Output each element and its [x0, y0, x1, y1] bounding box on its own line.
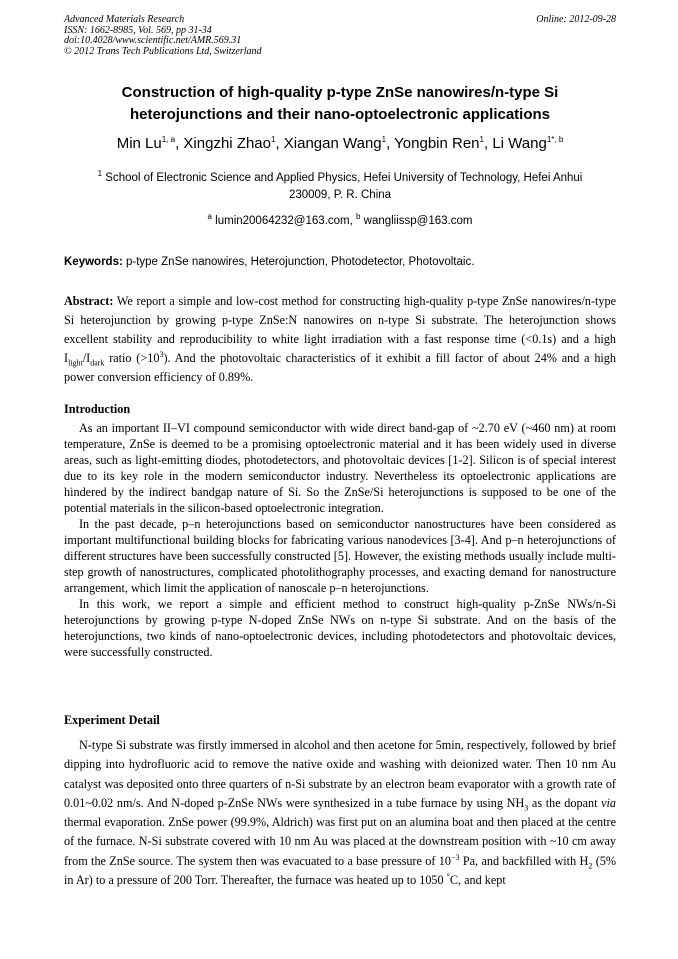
experiment-text: thermal evaporation. ZnSe power (99.9%, Aldrich) was first put on an alumina boat and then placed at the centre of the furnace. N-Si substrate covered with 10 nm Au was placed at the downstream position with ~10 cm away from the ZnSe source. The system then was evacuated to a base pressure of 10 — [64, 815, 616, 868]
author-separator: , — [386, 135, 395, 152]
author-name: Yongbin Ren — [394, 135, 480, 152]
email-marker-a: a — [207, 212, 212, 222]
experiment-text: as the dopant — [528, 795, 602, 810]
experiment-text: Pa, and backfilled with H — [459, 853, 589, 868]
abstract — [64, 292, 616, 387]
author-name: Li Wang — [492, 135, 547, 152]
author-name: Min Lu — [116, 135, 162, 152]
doi-line: doi:10.4028/www.scientific.net/AMR.569.31 — [64, 35, 242, 46]
author-sup: 1*, b — [546, 135, 564, 144]
author-separator: , — [275, 135, 284, 152]
experiment-superscript: −3 — [450, 852, 460, 862]
author — [183, 135, 283, 152]
experiment-italic: via — [601, 795, 617, 810]
paper-title — [64, 82, 616, 126]
abstract-label: Abstract: — [64, 294, 114, 308]
title-line-1: Construction of high-quality p-type ZnSe nanowires/n-type Si — [121, 84, 559, 101]
abstract-text: ). And the photovoltaic characteristics of it exhibit a fill factor of about 24% and a high power conversion efficiency of 0.89%. — [64, 351, 616, 384]
author-separator: , — [175, 135, 184, 152]
abstract-text: /I — [82, 351, 91, 365]
abstract-superscript: 3 — [159, 349, 164, 359]
keywords — [64, 254, 616, 270]
abstract-text: We report a simple and low-cost method for constructing high-quality p-type ZnSe nanowires/n-type Si heterojunction by growing p-type ZnSe:N nanowires on n-type Si substrate. The heterojunction shows excellent stability and reproducibility to white light irradiation with a fast response time (<0.1s) and a high I — [64, 294, 616, 365]
paragraph: In the past decade, p–n heterojunctions based on semiconductor nanostructures have been considered as important multifunctional building blocks for fabricating various nanodevices [3-4]. And p–n heterojunctions of different structures have been successfully constructed [5]. However, the existing methods usually include multi-step growth of nanostructures, complicated photolithography processes, and exacting demand for nanostructure arrangement, which limit the application of nanoscale p–n heterojunctions. — [64, 517, 616, 595]
journal-header — [64, 15, 616, 57]
paragraph: As an important II–VI compound semiconductor with wide direct band-gap of ~2.70 eV (~460 nm) at room temperature, ZnSe is deemed to be a promising optoelectronic material and it has been widely used in diverse areas, such as light-emitting diodes, photodetectors, and photovoltaic devices [1-2]. Silicon is of special interest due to its key role in the modern semiconductor industry. Nevertheless its optoelectronic applications are hindered by the indirect bandgap nature of Si. So the ZnSe/Si heterojunctions is supposed to be one of the potential materials in the silicon-based optoelectronic integration. — [64, 421, 616, 515]
affiliation-line-2: 230009, P. R. China — [288, 189, 392, 201]
author — [394, 135, 492, 152]
keywords-label: Keywords: — [64, 256, 123, 268]
experiment-heading: Experiment Detail — [64, 713, 160, 727]
experiment-subscript: 2 — [588, 861, 593, 871]
degree-symbol: ° — [446, 872, 450, 882]
experiment-text: (5% in Ar) to a pressure of 200 Torr. Thereafter, the furnace was heated up to 1050 — [64, 853, 616, 888]
affiliation — [64, 170, 616, 204]
email-line — [64, 213, 616, 229]
affiliation-line-1 — [64, 170, 616, 187]
author-name: Xingzhi Zhao — [183, 135, 271, 152]
experiment-subscript: 3 — [524, 803, 529, 813]
email-b: wangliissp@163.com — [360, 215, 473, 227]
journal-name: Advanced Materials Research — [64, 14, 185, 25]
affiliation-text: School of Electronic Science and Applied Physics, Hefei University of Technology, Hefei Anhui — [102, 172, 583, 184]
experiment-text: N-type Si substrate was firstly immersed in alcohol and then acetone for 5min, respectively, followed by brief dipping into hydrofluoric acid to remove the native oxide and washing with deionized water. Then 10 nm Au catalyst was deposited onto three quarters of n-Si substrate by an electron beam evaporator with a growth rate of 0.01~0.02 nm/s. And N-doped p-ZnSe NWs were synthesized in a tube furnace by using NH — [64, 738, 616, 810]
author-name: Xiangan Wang — [283, 135, 382, 152]
author — [117, 135, 184, 152]
email-marker-b: b — [355, 212, 361, 222]
author-sup: 1 — [381, 135, 387, 144]
abstract-text: ratio (>10 — [104, 351, 160, 365]
author-list — [64, 134, 616, 154]
author-separator: , — [483, 135, 493, 152]
paragraph — [64, 736, 616, 890]
issn-line: ISSN: 1662-8985, Vol. 569, pp 31-34 — [64, 24, 212, 36]
online-date: Online: 2012-09-28 — [536, 14, 616, 25]
affiliation-marker: 1 — [97, 169, 103, 179]
author — [284, 135, 394, 152]
experiment-text: C, and kept — [449, 873, 506, 888]
author-sup: 1, a — [161, 135, 176, 144]
copyright-line: © 2012 Trans Tech Publications Ltd, Switzerland — [64, 45, 262, 57]
introduction-body — [64, 420, 616, 660]
introduction-heading: Introduction — [64, 402, 131, 416]
abstract-subscript: dark — [90, 358, 105, 368]
title-line-2: heterojunctions and their nano-optoelectronic applications — [129, 106, 551, 123]
abstract-subscript: light — [68, 358, 83, 368]
author-sup: 1 — [479, 135, 484, 144]
paragraph: In this work, we report a simple and efficient method to construct high-quality p-ZnSe NWs/n-Si heterojunctions by growing p-type N-doped ZnSe NWs on n-type Si substrate. And on the basis of the heterojunctions, two kinds of nano-optoelectronic devices, including photodetectors and photovoltaic devices, were successfully constructed. — [64, 597, 616, 659]
author — [492, 135, 563, 152]
email-a: lumin20064232@163.com, — [211, 215, 356, 227]
experiment-body — [64, 736, 616, 890]
author-sup: 1 — [270, 135, 276, 144]
keywords-text: p-type ZnSe nanowires, Heterojunction, Photodetector, Photovoltaic. — [122, 256, 475, 268]
